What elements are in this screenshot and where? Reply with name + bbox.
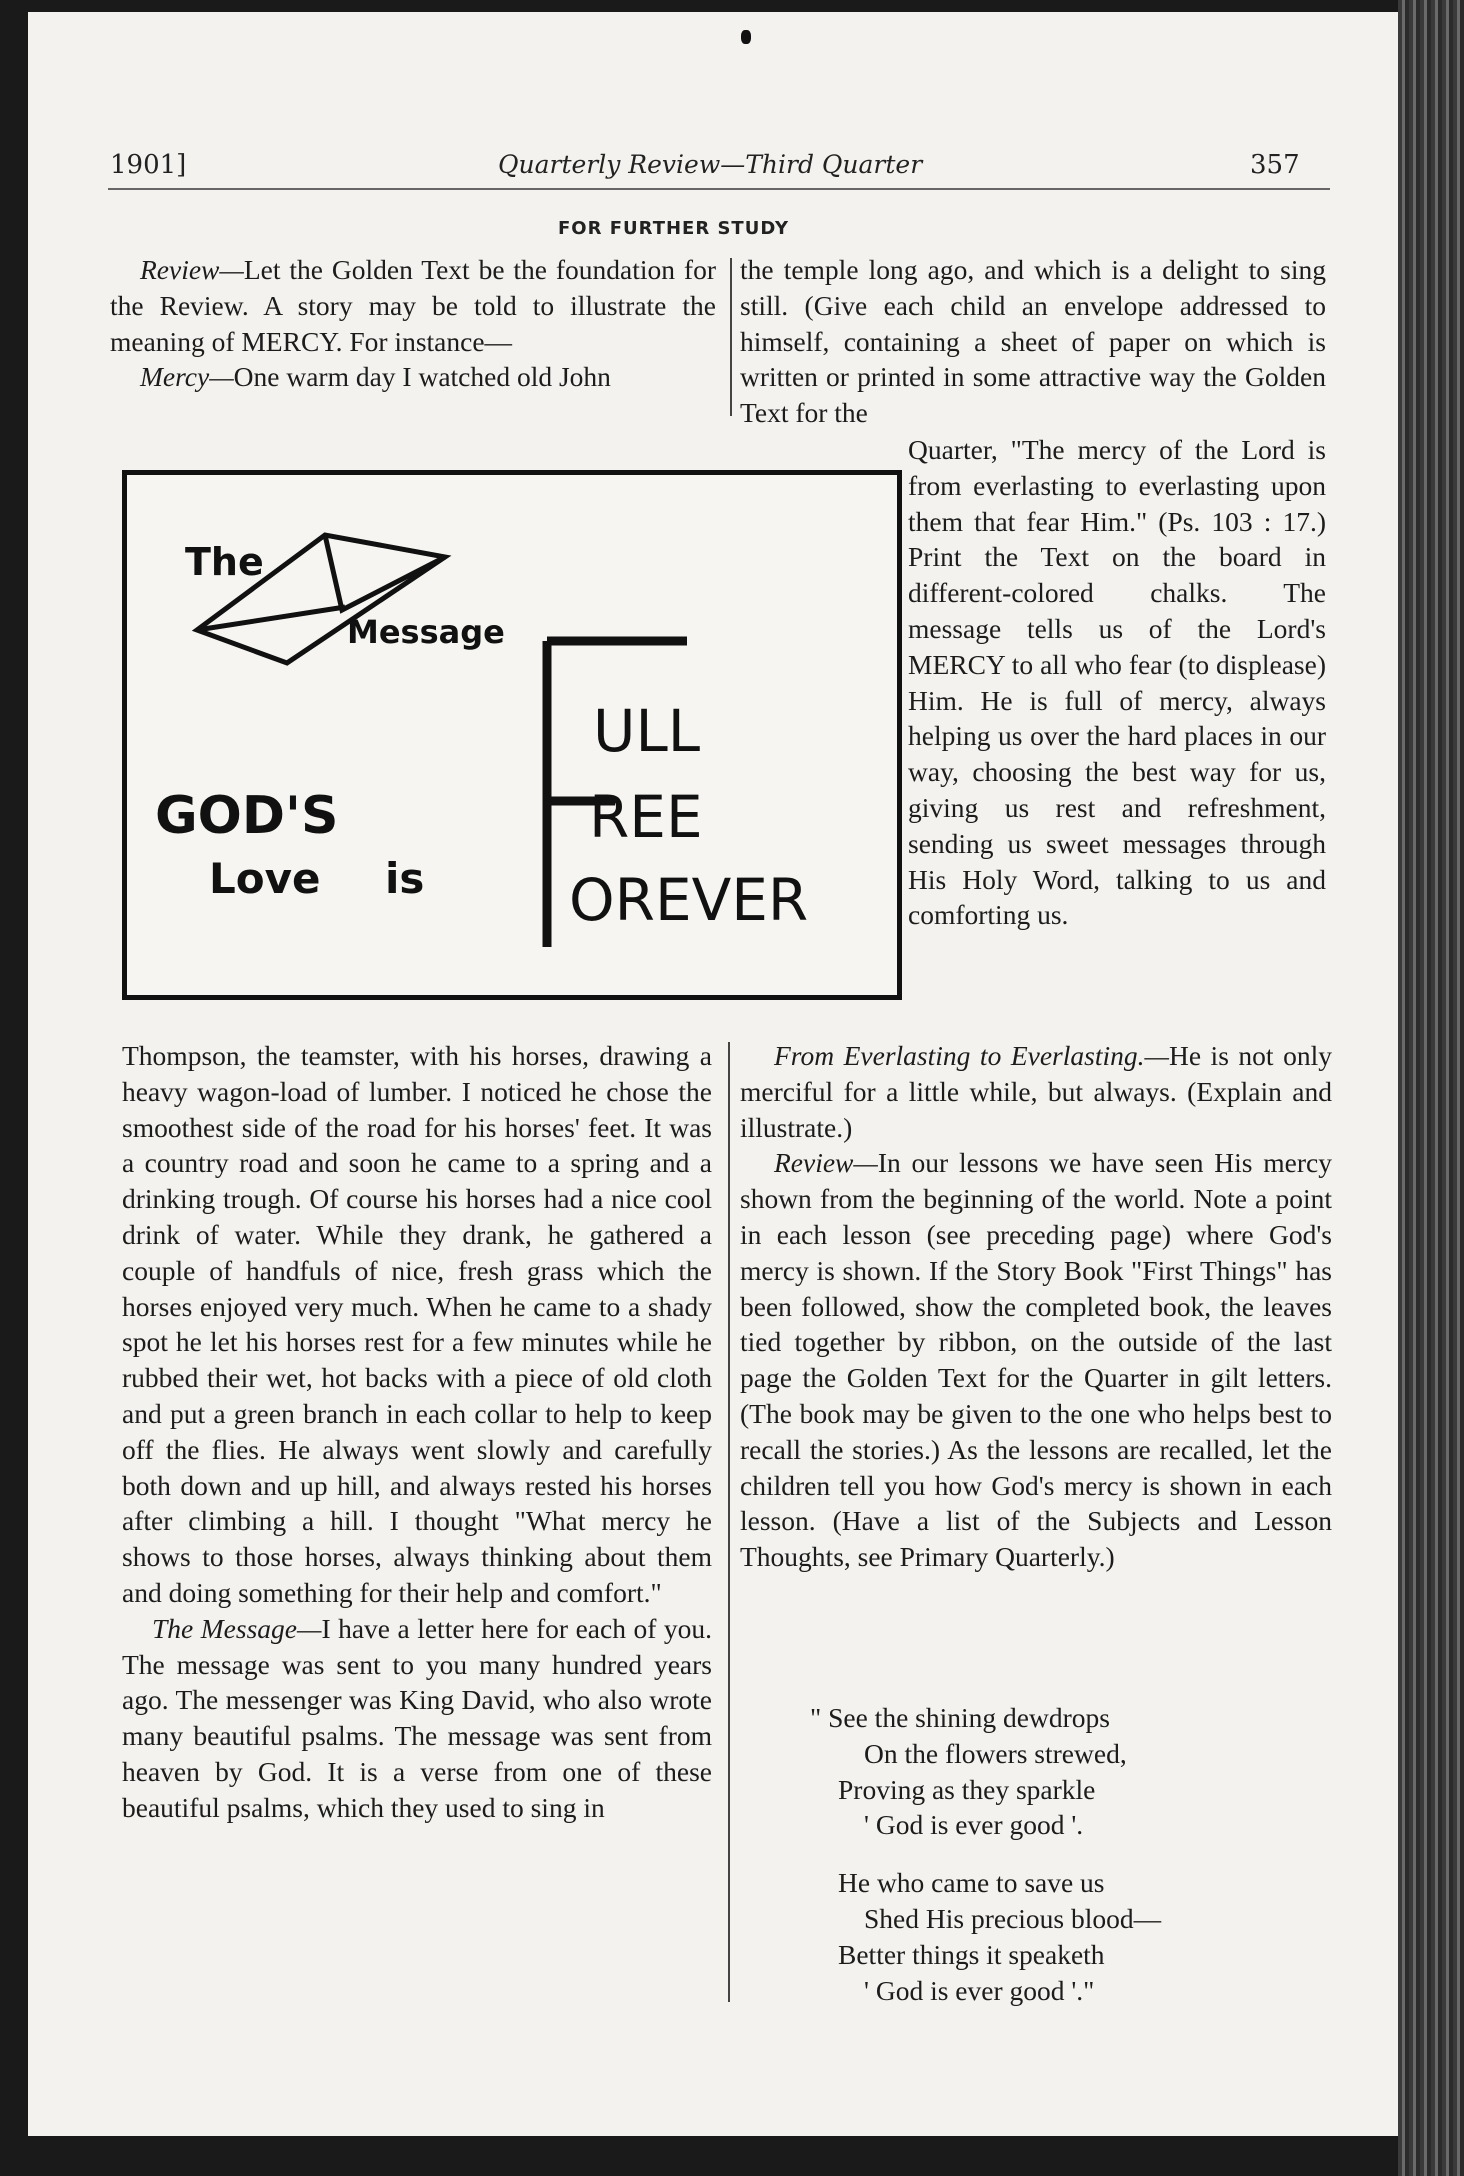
illustration-ree: REE [589,783,703,851]
header-year: 1901] [110,150,187,180]
poem-line: Proving as they sparkle [838,1773,1096,1805]
illustration-love: Love [209,854,321,903]
column-rule-bottom [728,1042,730,2002]
illustration-gods: GOD'S [155,786,339,846]
left-column-top [110,252,716,395]
page [28,12,1398,2136]
mercy-text: One warm day I watched old John [233,361,611,393]
ink-mark [741,30,751,44]
poem-line: On the flowers strewed, [864,1737,1127,1769]
running-title: Quarterly Review—Third Quarter [498,150,923,179]
header-rule [108,188,1330,190]
story-text: Thompson, the teamster, with his horses, drawing a heavy wagon-load of lumber. I noticed he chose the smoothest side of the road for his horses' feet. It was a country road and soon he came to a spring and a drinking trough. Of course his horses had a nice cool drink of water. While they drank, he gathered a couple of handfuls of nice, fresh grass which the horses enjoyed very much. When he came to a shady spot he let his horses rest for a few minutes while he rubbed their wet, hot backs with a piece of old cloth and put a green branch in each collar to help to keep off the flies. He always went slowly and carefully both down and up hill, and always rested his horses after climbing a hill. I thought "What mercy he shows to those horses, always thinking about them and doing something for their help and comfort." [122,1040,712,1608]
poem-line: ' God is ever good '. [864,1809,1084,1841]
illustration-orever: OREVER [569,866,809,934]
review-text: Let the Golden Text be the foundation for the Review. A story may be told to illustrate the meaning of MERCY. For instance— [110,254,716,357]
poem-line: ' God is ever good '." [864,1974,1095,2006]
review-label: Review— [140,254,244,285]
poem-line: Shed His precious blood— [864,1902,1162,1934]
column-rule-top [730,258,732,416]
review-bottom-text: In our lessons we have seen His mercy shown from the beginning of the world. Note a point in each lesson (see preceding page) where God's mercy is shown. If the Story Book "First Things" has been followed, show the completed book, the leaves tied together by ribbon, on the outside of the last page the Golden Text for the Quarter in gilt letters. (The book may be given to the one who helps best to recall the stories.) As the lessons are recalled, let the children tell you how God's mercy is shown in each lesson. (Have a list of the Subjects and Lesson Thoughts, see Primary Quarterly.) [740,1147,1332,1573]
page-number: 357 [1250,150,1300,180]
illustration-is: is [385,854,425,903]
everlasting-label: From Everlasting to Everlasting.— [774,1040,1169,1071]
left-column-bottom [122,1038,712,1826]
poem-line: He who came to save us [838,1867,1105,1899]
book-binding [1398,0,1464,2176]
message-label: The Message— [152,1612,322,1644]
review-bottom-label: Review— [774,1147,878,1179]
message-text: I have a letter here for each of you. The message was sent to you many hundred years ago. The messenger was King David, who also wrote many beautiful psalms. The message was sent from heaven by God. It is a verse from one of these beautiful psalms, which they used to sing in [122,1612,712,1823]
poem-line: " See the shining dewdrops [810,1702,1110,1733]
everlasting-text: He is not only merciful for a little while, but always. (Explain and illustrate.) [740,1040,1332,1143]
right-column-bottom [740,1038,1332,1575]
mercy-label: Mercy— [140,361,234,393]
poem-line: Better things it speaketh [838,1938,1105,1970]
illustration-message: Message [347,613,505,651]
section-title: FOR FURTHER STUDY [558,218,789,239]
right-column-top-narrow: Quarter, "The mercy of the Lord is from everlasting to everlasting upon them that fear Him." (Ps. 103 : 17.) Print the Text on the board in different-colored chalks. The message tells us of the Lord's MERCY to all who fear (to displease) Him. He is full of mercy, always helping us over the hard places in our way, choosing the best way for us, giving us rest and refreshment, sending us sweet messages through His Holy Word, talking to us and comforting us. [908,434,1326,931]
blackboard-illustration [122,470,902,1000]
poem [810,1700,1161,2008]
illustration-ull: ULL [593,697,701,765]
illustration-the: The [185,540,264,584]
right-column-top-wide: the temple long ago, and which is a delight to sing still. (Give each child an envelope addressed to himself, containing a sheet of paper on which is written or printed in some attractive way the Golden Text for the [740,254,1326,429]
